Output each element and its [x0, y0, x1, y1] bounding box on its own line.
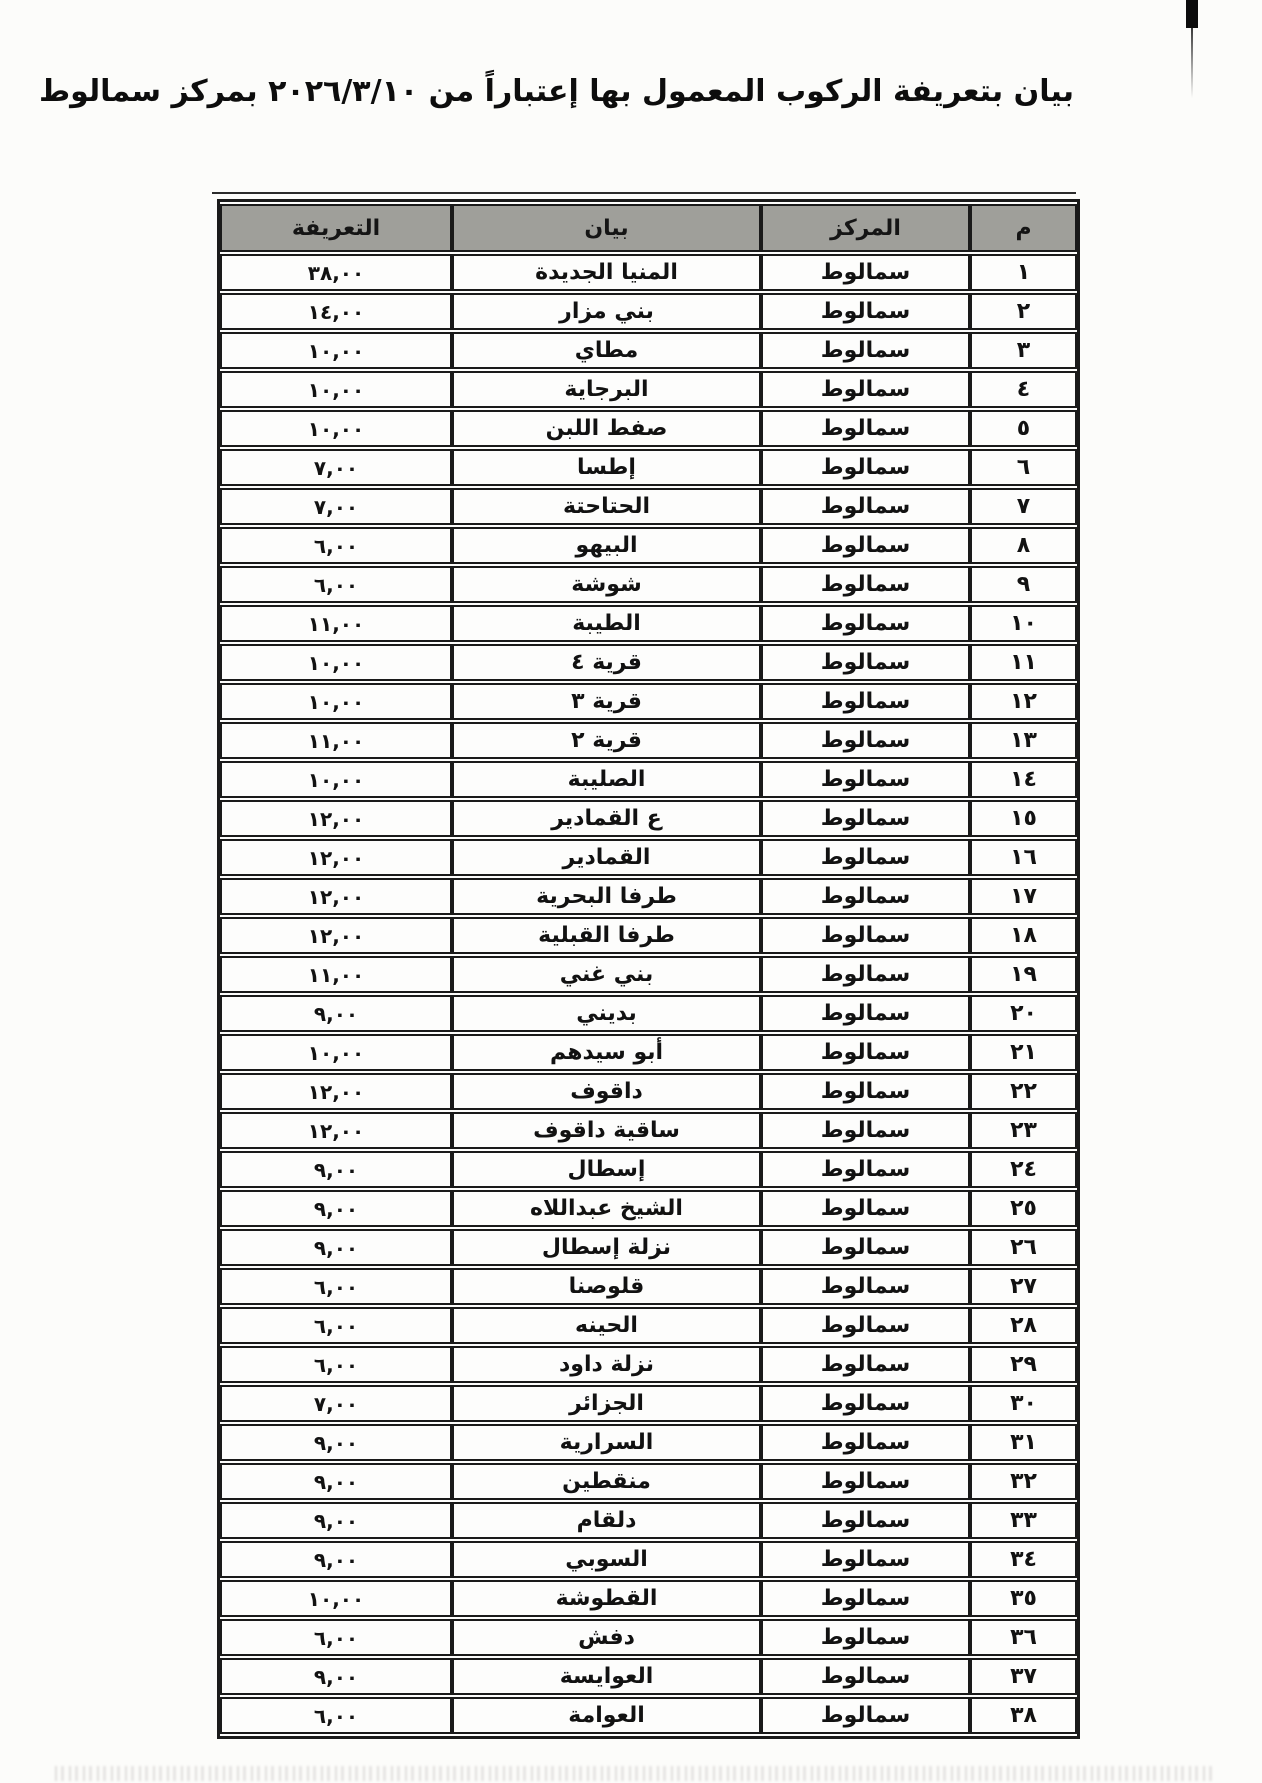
cell-row-number: ١٢ [970, 683, 1077, 720]
cell-center: سمالوط [761, 1346, 970, 1383]
table-row [220, 683, 1077, 720]
cell-place-name: إطسا [452, 449, 761, 486]
table-row [220, 332, 1077, 369]
cell-place-name: الشيخ عبداللاه [452, 1190, 761, 1227]
cell-tariff: ١٢,٠٠ [220, 1073, 452, 1110]
cell-tariff: ١٠,٠٠ [220, 683, 452, 720]
cell-row-number: ٣٥ [970, 1580, 1077, 1617]
table-row [220, 371, 1077, 408]
cell-row-number: ٣٣ [970, 1502, 1077, 1539]
cell-tariff: ١٤,٠٠ [220, 293, 452, 330]
cell-center: سمالوط [761, 722, 970, 759]
cell-center: سمالوط [761, 449, 970, 486]
cell-row-number: ١١ [970, 644, 1077, 681]
cell-tariff: ٩,٠٠ [220, 1463, 452, 1500]
table-row [220, 566, 1077, 603]
table-row [220, 1151, 1077, 1188]
cell-tariff: ٩,٠٠ [220, 1502, 452, 1539]
cell-tariff: ١٠,٠٠ [220, 644, 452, 681]
cell-tariff: ١٢,٠٠ [220, 1112, 452, 1149]
scan-artifact-smudge [55, 1766, 1217, 1781]
cell-row-number: ٧ [970, 488, 1077, 525]
table-row [220, 1385, 1077, 1422]
cell-row-number: ٣٦ [970, 1619, 1077, 1656]
cell-center: سمالوط [761, 1541, 970, 1578]
cell-place-name: منقطين [452, 1463, 761, 1500]
table-row [220, 527, 1077, 564]
cell-row-number: ١٤ [970, 761, 1077, 798]
cell-row-number: ٢٤ [970, 1151, 1077, 1188]
cell-center: سمالوط [761, 995, 970, 1032]
cell-center: سمالوط [761, 488, 970, 525]
cell-place-name: قرية ٤ [452, 644, 761, 681]
col-header-tariff: التعريفة [220, 204, 452, 252]
table-row [220, 839, 1077, 876]
cell-place-name: الحينه [452, 1307, 761, 1344]
cell-row-number: ٢١ [970, 1034, 1077, 1071]
cell-center: سمالوط [761, 1619, 970, 1656]
cell-tariff: ٩,٠٠ [220, 1190, 452, 1227]
cell-place-name: الحتاحتة [452, 488, 761, 525]
cell-place-name: الجزائر [452, 1385, 761, 1422]
table-row [220, 1463, 1077, 1500]
cell-tariff: ١١,٠٠ [220, 956, 452, 993]
cell-place-name: المنيا الجديدة [452, 254, 761, 291]
cell-place-name: شوشة [452, 566, 761, 603]
cell-center: سمالوط [761, 1190, 970, 1227]
cell-row-number: ٣٨ [970, 1697, 1077, 1734]
cell-tariff: ١٠,٠٠ [220, 1034, 452, 1071]
cell-center: سمالوط [761, 1424, 970, 1461]
cell-place-name: ع القمادير [452, 800, 761, 837]
document-title: بيان بتعريفة الركوب المعمول بها إعتباراً من ٢٠٢٦/٣/١٠ بمركز سمالوط [38, 74, 1074, 109]
col-header-statement: بيان [452, 204, 761, 252]
tariff-table-body [220, 254, 1077, 1734]
cell-row-number: ١٣ [970, 722, 1077, 759]
cell-row-number: ٣٤ [970, 1541, 1077, 1578]
cell-place-name: دفش [452, 1619, 761, 1656]
cell-place-name: إسطال [452, 1151, 761, 1188]
cell-center: سمالوط [761, 254, 970, 291]
scan-artifact-line [1191, 28, 1193, 98]
table-row [220, 800, 1077, 837]
cell-row-number: ٢٢ [970, 1073, 1077, 1110]
cell-center: سمالوط [761, 1073, 970, 1110]
cell-center: سمالوط [761, 1307, 970, 1344]
cell-place-name: السوبي [452, 1541, 761, 1578]
table-row [220, 293, 1077, 330]
cell-row-number: ١٩ [970, 956, 1077, 993]
table-row [220, 917, 1077, 954]
table-row [220, 1190, 1077, 1227]
cell-place-name: ساقية داقوف [452, 1112, 761, 1149]
cell-center: سمالوط [761, 527, 970, 564]
cell-center: سمالوط [761, 1151, 970, 1188]
cell-row-number: ٦ [970, 449, 1077, 486]
cell-center: سمالوط [761, 1229, 970, 1266]
table-row [220, 1034, 1077, 1071]
table-row [220, 1658, 1077, 1695]
cell-place-name: نزلة داود [452, 1346, 761, 1383]
header-row [220, 204, 1077, 252]
cell-row-number: ٣٢ [970, 1463, 1077, 1500]
cell-tariff: ٣٨,٠٠ [220, 254, 452, 291]
cell-row-number: ٣٠ [970, 1385, 1077, 1422]
table-row [220, 995, 1077, 1032]
cell-center: سمالوط [761, 683, 970, 720]
cell-tariff: ٦,٠٠ [220, 1619, 452, 1656]
table-row [220, 1268, 1077, 1305]
cell-row-number: ٢٩ [970, 1346, 1077, 1383]
cell-tariff: ١٠,٠٠ [220, 1580, 452, 1617]
cell-tariff: ٦,٠٠ [220, 527, 452, 564]
table-row [220, 1619, 1077, 1656]
cell-place-name: مطاي [452, 332, 761, 369]
cell-place-name: الصليبة [452, 761, 761, 798]
cell-tariff: ٦,٠٠ [220, 1346, 452, 1383]
cell-place-name: الطيبة [452, 605, 761, 642]
cell-place-name: أبو سيدهم [452, 1034, 761, 1071]
table-row [220, 449, 1077, 486]
cell-center: سمالوط [761, 644, 970, 681]
cell-tariff: ١٠,٠٠ [220, 761, 452, 798]
cell-row-number: ٣ [970, 332, 1077, 369]
cell-row-number: ١٠ [970, 605, 1077, 642]
table-row [220, 605, 1077, 642]
cell-row-number: ١ [970, 254, 1077, 291]
cell-tariff: ٩,٠٠ [220, 995, 452, 1032]
cell-row-number: ٢٥ [970, 1190, 1077, 1227]
table-row [220, 1697, 1077, 1734]
cell-tariff: ١٢,٠٠ [220, 917, 452, 954]
cell-center: سمالوط [761, 1034, 970, 1071]
cell-place-name: البيهو [452, 527, 761, 564]
table-row [220, 956, 1077, 993]
cell-place-name: داقوف [452, 1073, 761, 1110]
cell-tariff: ٧,٠٠ [220, 449, 452, 486]
cell-tariff: ٧,٠٠ [220, 488, 452, 525]
cell-place-name: طرفا القبلية [452, 917, 761, 954]
cell-center: سمالوط [761, 410, 970, 447]
cell-center: سمالوط [761, 1463, 970, 1500]
cell-place-name: قلوصنا [452, 1268, 761, 1305]
cell-place-name: دلقام [452, 1502, 761, 1539]
cell-tariff: ١١,٠٠ [220, 605, 452, 642]
cell-place-name: قرية ٢ [452, 722, 761, 759]
cell-tariff: ٧,٠٠ [220, 1385, 452, 1422]
cell-row-number: ١٧ [970, 878, 1077, 915]
cell-tariff: ٩,٠٠ [220, 1229, 452, 1266]
cell-tariff: ١٢,٠٠ [220, 878, 452, 915]
table-row [220, 722, 1077, 759]
cell-row-number: ١٥ [970, 800, 1077, 837]
cell-center: سمالوط [761, 800, 970, 837]
cell-row-number: ٣١ [970, 1424, 1077, 1461]
cell-place-name: القمادير [452, 839, 761, 876]
cell-place-name: القطوشة [452, 1580, 761, 1617]
cell-center: سمالوط [761, 371, 970, 408]
cell-center: سمالوط [761, 1658, 970, 1695]
cell-tariff: ١٢,٠٠ [220, 800, 452, 837]
cell-center: سمالوط [761, 293, 970, 330]
cell-place-name: بني غني [452, 956, 761, 993]
scan-artifact-mark [1186, 0, 1198, 28]
cell-center: سمالوط [761, 1502, 970, 1539]
table-row [220, 1307, 1077, 1344]
cell-center: سمالوط [761, 878, 970, 915]
cell-row-number: ٢٦ [970, 1229, 1077, 1266]
cell-center: سمالوط [761, 605, 970, 642]
cell-center: سمالوط [761, 1268, 970, 1305]
table-row [220, 1073, 1077, 1110]
cell-center: سمالوط [761, 332, 970, 369]
cell-tariff: ١١,٠٠ [220, 722, 452, 759]
table-row [220, 878, 1077, 915]
table-row [220, 410, 1077, 447]
cell-row-number: ٥ [970, 410, 1077, 447]
col-header-num: م [970, 204, 1077, 252]
cell-tariff: ١٠,٠٠ [220, 332, 452, 369]
table-row [220, 1112, 1077, 1149]
cell-center: سمالوط [761, 1112, 970, 1149]
cell-center: سمالوط [761, 956, 970, 993]
cell-tariff: ٩,٠٠ [220, 1658, 452, 1695]
cell-place-name: طرفا البحرية [452, 878, 761, 915]
cell-center: سمالوط [761, 566, 970, 603]
cell-place-name: العوامة [452, 1697, 761, 1734]
cell-place-name: السرارية [452, 1424, 761, 1461]
table-row [220, 1229, 1077, 1266]
table-row [220, 1502, 1077, 1539]
cell-tariff: ١٢,٠٠ [220, 839, 452, 876]
cell-row-number: ٩ [970, 566, 1077, 603]
cell-row-number: ٣٧ [970, 1658, 1077, 1695]
cell-tariff: ٩,٠٠ [220, 1424, 452, 1461]
cell-row-number: ٢٨ [970, 1307, 1077, 1344]
table-row [220, 761, 1077, 798]
table-row [220, 1541, 1077, 1578]
cell-place-name: العوايسة [452, 1658, 761, 1695]
tariff-table-header [220, 204, 1077, 252]
table-row [220, 1424, 1077, 1461]
table-top-rule [212, 192, 1076, 194]
table-row [220, 254, 1077, 291]
cell-tariff: ٩,٠٠ [220, 1541, 452, 1578]
cell-tariff: ١٠,٠٠ [220, 371, 452, 408]
cell-place-name: نزلة إسطال [452, 1229, 761, 1266]
cell-tariff: ٦,٠٠ [220, 566, 452, 603]
cell-center: سمالوط [761, 761, 970, 798]
cell-row-number: ١٨ [970, 917, 1077, 954]
cell-tariff: ٩,٠٠ [220, 1151, 452, 1188]
table-row [220, 1580, 1077, 1617]
cell-center: سمالوط [761, 1697, 970, 1734]
cell-place-name: بديني [452, 995, 761, 1032]
col-header-center: المركز [761, 204, 970, 252]
cell-center: سمالوط [761, 839, 970, 876]
cell-row-number: ٢٠ [970, 995, 1077, 1032]
cell-row-number: ٢٣ [970, 1112, 1077, 1149]
cell-tariff: ٦,٠٠ [220, 1697, 452, 1734]
table-row [220, 1346, 1077, 1383]
cell-tariff: ٦,٠٠ [220, 1268, 452, 1305]
cell-place-name: بني مزار [452, 293, 761, 330]
cell-tariff: ١٠,٠٠ [220, 410, 452, 447]
cell-row-number: ٢ [970, 293, 1077, 330]
table-row [220, 488, 1077, 525]
cell-place-name: قرية ٣ [452, 683, 761, 720]
cell-center: سمالوط [761, 1385, 970, 1422]
cell-row-number: ٤ [970, 371, 1077, 408]
cell-place-name: البرجاية [452, 371, 761, 408]
cell-tariff: ٦,٠٠ [220, 1307, 452, 1344]
cell-row-number: ١٦ [970, 839, 1077, 876]
tariff-table [217, 199, 1080, 1739]
table-row [220, 644, 1077, 681]
cell-row-number: ٢٧ [970, 1268, 1077, 1305]
cell-place-name: صفط اللبن [452, 410, 761, 447]
cell-row-number: ٨ [970, 527, 1077, 564]
cell-center: سمالوط [761, 917, 970, 954]
cell-center: سمالوط [761, 1580, 970, 1617]
